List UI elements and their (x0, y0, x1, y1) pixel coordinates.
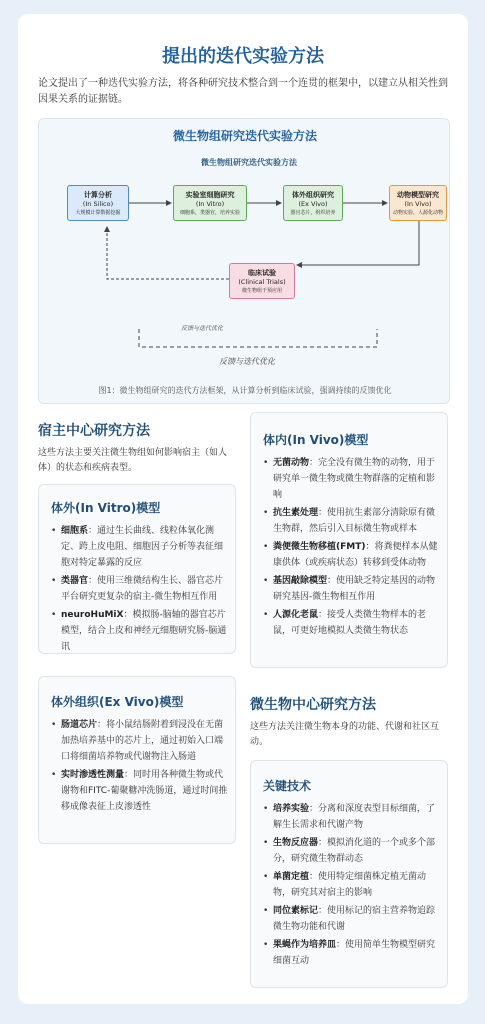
node-name: 实验室细胞研究 (185, 191, 235, 199)
node-sub: (In Vivo) (404, 200, 432, 208)
item-text: ：分离和深度表型目标细菌，了解生长需求和代谢产物 (273, 804, 436, 830)
node-sub: (Clinical Trials) (238, 278, 286, 286)
item-term: 同位素标记 (273, 906, 319, 916)
item-text: ：使用缺乏特定基因的动物研究基因-微生物相互作用 (273, 576, 436, 602)
item-text: ：将粪便样本从健康供体（或疾病状态）转移到受体动物 (273, 542, 438, 568)
list-item (51, 717, 231, 765)
key-techniques-box (250, 760, 448, 988)
node-name: 临床试验 (248, 269, 276, 277)
feedback-label-big: 反馈与迭代优化 (219, 357, 275, 366)
item-text: ：使用抗生素部分清除原有微生物群，然后引入目标微生物或样本 (273, 508, 436, 534)
feedback-label-small: 反馈与迭代优化 (181, 325, 224, 332)
item-term: 类器官 (61, 576, 89, 586)
item-text: ：完全没有微生物的动物，用于研究单一微生物或微生物群落的定植和影响 (273, 458, 436, 500)
list-item (263, 607, 443, 639)
item-term: 抗生素处理 (273, 508, 319, 518)
node-name: 动物模型研究 (397, 191, 439, 199)
arrow-invivo-clinical (297, 221, 419, 265)
list-item (263, 835, 443, 867)
item-text: ：使用简单生物模型研究细菌互动 (273, 940, 436, 966)
list-item (263, 937, 443, 969)
list-item (263, 869, 443, 901)
feedback-arrow-small (107, 227, 229, 279)
list-item (51, 523, 231, 571)
key-techniques-list (263, 801, 443, 971)
list-item (51, 767, 231, 815)
ex-vivo-list (51, 717, 231, 817)
microbe-section-desc: 这些方法关注微生物本身的功能、代谢和社区互动。 (250, 722, 440, 747)
node-in-vivo (389, 185, 447, 221)
item-text: ：使用标记的宿主营养物追踪微生物功能和代谢 (273, 906, 436, 932)
feedback-bracket-big (139, 329, 377, 347)
item-term: 人源化老鼠 (273, 610, 319, 620)
in-vivo-box (250, 412, 448, 668)
node-desc: 大规模计算数据挖掘 (75, 210, 121, 216)
item-text: ：使用特定细菌株定植无菌动物，研究其对宿主的影响 (273, 872, 427, 898)
node-ex-vivo (283, 185, 343, 221)
item-text: ：将小鼠结肠附着到浸没在无菌加热培养基中的芯片上，通过初始入口端口将细菌培养物或代谢物注入肠道 (61, 720, 224, 762)
item-text: ：通过生长曲线、线粒体氧化测定、跨上皮电阻、细胞因子分析等表征细胞对特定暴露的反应 (61, 526, 224, 568)
microbe-section-heading: 微生物中心研究方法 (250, 697, 376, 713)
node-in-silico (67, 185, 129, 221)
item-term: 生物反应器 (273, 838, 319, 848)
methodology-figure (38, 118, 450, 404)
in-vitro-heading: 体外(In Vitro)模型 (51, 501, 161, 515)
node-sub: (In Silico) (82, 200, 114, 208)
in-vitro-box (38, 484, 236, 654)
item-text: ：接受人类微生物样本的老鼠，可更好地模拟人类微生物状态 (273, 610, 427, 636)
ex-vivo-heading: 体外组织(Ex Vivo)模型 (51, 695, 184, 709)
ex-vivo-box (38, 676, 236, 844)
content-card (18, 14, 468, 1004)
list-item (263, 455, 443, 503)
item-term: 果蝇作为培养皿 (273, 940, 337, 950)
item-term: 培养实验 (273, 804, 310, 814)
node-desc: 微生物组干预应用 (241, 288, 282, 294)
list-item (263, 505, 443, 537)
list-item (263, 801, 443, 833)
item-text: ：使用三维微结构生长、器官芯片平台研究更复杂的宿主-微生物相互作用 (61, 576, 224, 602)
in-vitro-list (51, 523, 231, 657)
list-item (263, 903, 443, 935)
node-desc: 器官芯片，组织培养 (290, 210, 336, 216)
item-term: 单菌定植 (273, 872, 310, 882)
list-item (263, 573, 443, 605)
figure-subtitle: 微生物组研究迭代实验方法 (201, 158, 297, 167)
host-section-heading: 宿主中心研究方法 (38, 423, 150, 439)
item-term: 无菌动物 (273, 458, 310, 468)
in-vivo-heading: 体内(In Vivo)模型 (263, 433, 369, 447)
figure-title: 微生物组研究迭代实验方法 (172, 129, 317, 143)
item-term: 肠道芯片 (61, 720, 98, 730)
node-clinical (229, 263, 295, 299)
list-item (51, 607, 231, 655)
node-desc: 细胞系，类器官，培养实验 (179, 210, 240, 216)
item-term: 基因敲除模型 (273, 576, 328, 586)
node-name: 计算分析 (84, 191, 112, 199)
intro-paragraph: 论文提出了一种迭代实验方法，将各种研究技术整合到一个连贯的框架中，以建立从相关性到因果关系的证据链。 (38, 78, 448, 105)
item-term: neuroHuMiX (61, 610, 124, 620)
item-term: 粪便微生物移植(FMT) (273, 542, 366, 552)
item-text: ：模拟消化道的一个或多个部分，研究微生物群动态 (273, 838, 436, 864)
item-term: 实时渗透性测量 (61, 770, 125, 780)
list-item (51, 573, 231, 605)
node-in-vitro (173, 185, 247, 221)
in-vivo-list (263, 455, 443, 641)
node-name: 体外组织研究 (292, 191, 334, 199)
item-text: ：同时用各种微生物或代谢物和FITC-葡聚糖冲洗肠道，通过时间推移成像表征上皮渗透性 (61, 770, 228, 812)
list-item (263, 539, 443, 571)
figure-caption: 图1：微生物组研究的迭代方法框架，从计算分析到临床试验，强调持续的反馈优化 (98, 386, 392, 395)
key-techniques-heading: 关键技术 (263, 779, 312, 793)
item-text: ：模拟肠-脑轴的器官芯片模型，结合上皮和神经元细胞研究肠-脑通讯 (61, 610, 227, 652)
page-title: 提出的迭代实验方法 (162, 46, 324, 67)
node-sub: (Ex Vivo) (298, 200, 328, 208)
item-term: 细胞系 (61, 526, 89, 536)
node-sub: (In Vitro) (195, 200, 225, 208)
host-section-desc: 这些方法主要关注微生物组如何影响宿主（如人体）的状态和疾病表型。 (38, 448, 228, 473)
node-desc: 动物实验，人源化动物 (392, 210, 443, 216)
